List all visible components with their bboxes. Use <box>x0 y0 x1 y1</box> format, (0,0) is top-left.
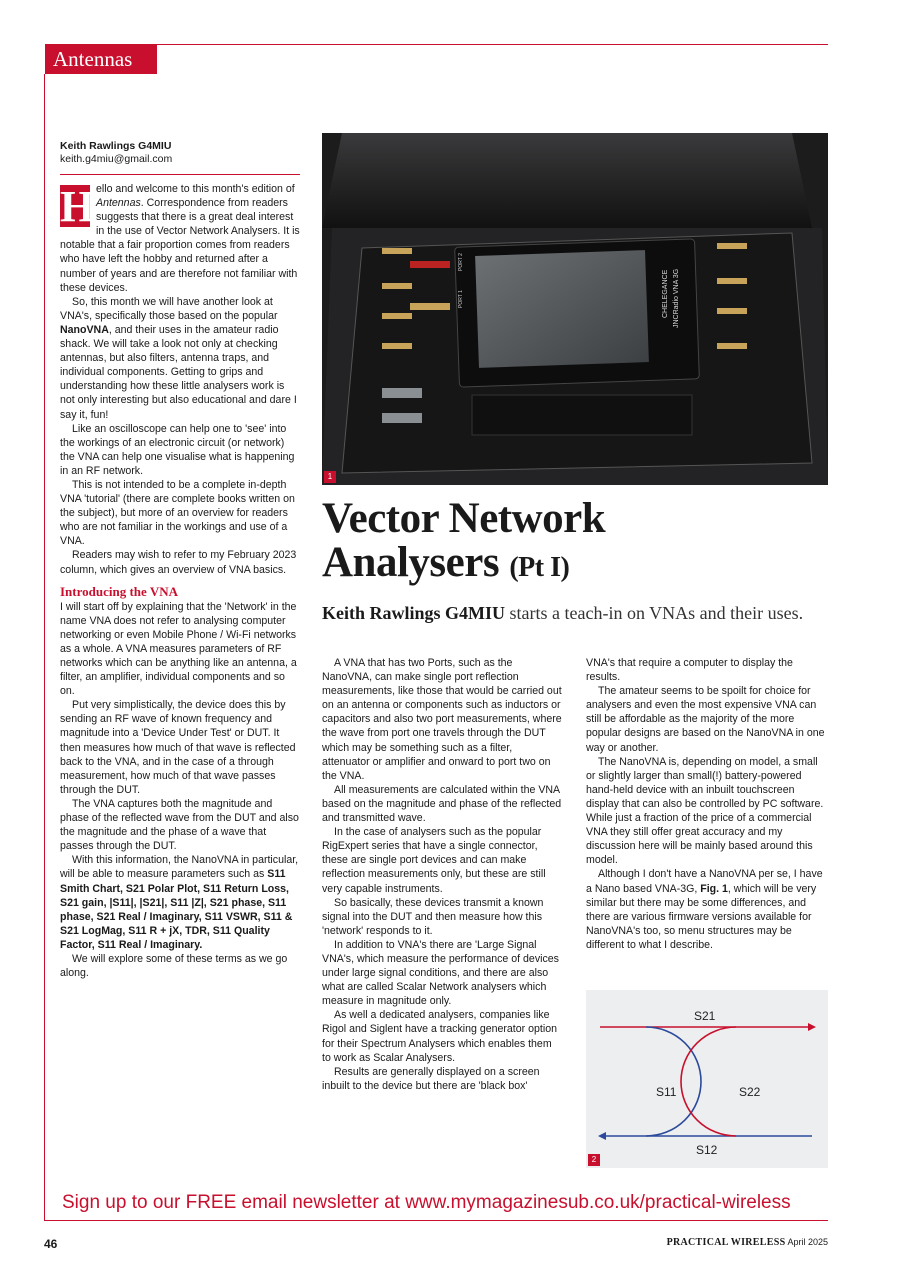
port1-label: PORT 1 <box>458 290 464 308</box>
standfirst <box>322 603 828 624</box>
s12-label: S12 <box>696 1143 718 1157</box>
column-2 <box>322 656 562 1093</box>
nanovna-bold: NanoVNA <box>60 323 109 336</box>
s-parameter-diagram <box>586 990 828 1168</box>
magazine-name: PRACTICAL WIRELESS <box>666 1237 786 1248</box>
text: So, this month we will have another look at VNA's, specifically those based on the popular <box>60 295 278 322</box>
fig1-photo <box>322 133 828 485</box>
text: With this information, the NanoVNA in particular, will be able to measure parameters such as <box>60 854 299 881</box>
parameters-bold: S11 Smith Chart, S21 Polar Plot, S11 Return Loss, S21 gain, |S11|, |S21|, S11 |Z|, S21 phase, S11 phase, S21 Real / Imaginary, S11 VSWR, S11 & S21 LogMag, S11 R + jX, TDR, S11 Quality Factor, S11 Real / Imaginary. <box>60 868 293 951</box>
paragraph: This is not intended to be a complete in-depth VNA 'tutorial' (there are complete books written on the subject), but more of an overview for readers who are not familiar in the workings and use of a VNA. <box>60 478 295 548</box>
title-part: (Pt I) <box>509 552 570 583</box>
section-tab: Antennas <box>45 44 157 74</box>
s21-label: S21 <box>694 1009 716 1023</box>
paragraph: The amateur seems to be spoilt for choice for analysers and even the most expensive VNA can still be affordable as the majority of the more popular designs are based on the NanoVNA in one way or another. <box>586 685 825 754</box>
vna-device-illustration <box>322 133 828 485</box>
intro-paragraph <box>60 182 300 295</box>
s12-arrow <box>598 1132 606 1140</box>
paragraph: Put very simplistically, the device does this by sending an RF wave of known frequency and magnitude into a 'Device Under Test' or DUT. It then measures how much of that wave is reflected back to the VNA, and in the case of a through measurement, how much of that wave passes through the DUT. <box>60 699 296 796</box>
paragraph <box>60 295 300 422</box>
column-3 <box>586 656 828 952</box>
s21-arrow <box>808 1023 816 1031</box>
paragraph: A VNA that has two Ports, such as the NanoVNA, can make single port reflection measurements, like those that would be carried out on an antenna or components such as inductors or capacitors and also two port measurements, where the wave from port one travels through the DUT which may be something such as a filter, attenuator or amplifier and onward to port two on the VNA. <box>322 657 562 782</box>
s22-arc <box>681 1027 736 1136</box>
title-line-2: Analysers <box>322 539 500 586</box>
column-1 <box>60 182 300 980</box>
issue-date: April 2025 <box>787 1237 828 1247</box>
paragraph: The NanoVNA is, depending on model, a small or slightly larger than small(!) battery-powered hand-held device with an inbuilt touchscreen display that can also be controlled by PC software. While just a fraction of the price of a commercial VNA they still offer great accuracy and my discussion here will be mainly based around this model. <box>586 755 824 867</box>
s11-arc <box>646 1027 701 1136</box>
author-block <box>60 140 300 166</box>
paragraph <box>60 853 300 952</box>
fig1-badge: 1 <box>324 471 336 483</box>
page-number: 46 <box>44 1237 58 1251</box>
author-rule <box>60 174 300 175</box>
paragraph <box>586 867 828 952</box>
paragraph: So basically, these devices transmit a known signal into the DUT and then measure how this 'network' responds to it. <box>322 896 544 937</box>
paragraph: Like an oscilloscope can help one to 'see' into the workings of an electronic circuit (or network) the VNA can help one visualise what is happening in an RF network. <box>60 422 295 477</box>
footer-masthead <box>560 1237 828 1248</box>
text: , and their uses in the amateur radio shack. We will take a look not only at checking antennas, but also filters, antenna traps, and individual components. Getting to grips and understanding how these little analysers work is not only interesting but also educational and dare I say it, fun! <box>60 323 297 421</box>
fig1-ref: Fig. 1 <box>700 882 728 895</box>
author-name: Keith Rawlings G4MIU <box>60 140 172 152</box>
paragraph: As well a dedicated analysers, companies like Rigol and Siglent have a tracking generator option for their Spectrum Analysers which enables them to work as Scalar Analysers. <box>322 1009 557 1064</box>
paragraph: In addition to VNA's there are 'Large Signal VNA's, which measure the performance of devices under large signal conditions, and there are also what are called Scalar Network analysers which measure in magnitude only. <box>322 938 559 1008</box>
paragraph: In the case of analysers such as the popular RigExpert series that have a single connector, these are single port devices and can make reflection measurements only, but these are still very capable instruments. <box>322 826 546 895</box>
title-line-1: Vector Network <box>322 495 606 542</box>
fig2-badge: 2 <box>588 1154 600 1166</box>
paragraph: All measurements are calculated within the VNA based on the magnitude and phase of the reflected and transmitted wave. <box>322 783 562 825</box>
standfirst-text: starts a teach-in on VNAs and their uses. <box>505 603 804 623</box>
text: . Correspondence from readers suggests that there is a great deal interest in the use of Vector Network Analysers. It is notable that a fair proportion comes from readers who have left the hobby and returned after a number of years and are therefore not familiar with these devices. <box>60 197 300 294</box>
paragraph: The VNA captures both the magnitude and phase of the reflected wave from the DUT and also the magnitude and the phase of a wave that passes through the DUT. <box>60 797 299 853</box>
subheading-introducing: Introducing the VNA <box>60 583 178 599</box>
top-rule <box>157 44 828 45</box>
author-email[interactable]: keith.g4miu@gmail.com <box>60 153 173 165</box>
s11-label: S11 <box>656 1085 677 1099</box>
article-title <box>322 497 828 590</box>
paragraph: Readers may wish to refer to my February 2023 column, which gives an overview of VNA basics. <box>60 549 297 576</box>
text: ello and welcome to this month's edition of <box>96 183 295 195</box>
device-brand-text: CHELEGANCE <box>662 269 669 318</box>
paragraph: VNA's that require a computer to display the results. <box>586 657 793 684</box>
fig2-diagram <box>586 990 828 1168</box>
text: Although I don't have a NanoVNA per se, I have a Nano based VNA-3G, <box>586 868 823 895</box>
dropcap: H <box>60 182 95 231</box>
port2-label: PORT 2 <box>458 253 464 271</box>
bottom-rule <box>44 1220 828 1221</box>
s22-label: S22 <box>739 1085 761 1099</box>
antennas-italic: Antennas <box>96 197 141 210</box>
paragraph: Results are generally displayed on a screen inbuilt to the device but there are 'black box' <box>322 1065 540 1092</box>
paragraph: We will explore some of these terms as we go along. <box>60 952 288 980</box>
device-model-text: JNCRadio VNA 3G <box>673 268 680 328</box>
text: , which will be very similar but there may be some differences, and there are various firmware versions available for NanoVNA's too, so menu structures may be different to what I describe. <box>586 882 817 951</box>
left-rule <box>44 74 45 1220</box>
standfirst-author: Keith Rawlings G4MIU <box>322 603 506 623</box>
paragraph: I will start off by explaining that the 'Network' in the name VNA does not refer to analysing computer networking or even Mobile Phone / Wi-Fi networks as a whole. A VNA measures parameters of RF networks which can be anything like an antenna, a filter, an amplifier, individual components and so on. <box>60 600 297 698</box>
newsletter-banner[interactable]: Sign up to our FREE email newsletter at www.mymagazinesub.co.uk/practical-wireless <box>62 1192 791 1213</box>
